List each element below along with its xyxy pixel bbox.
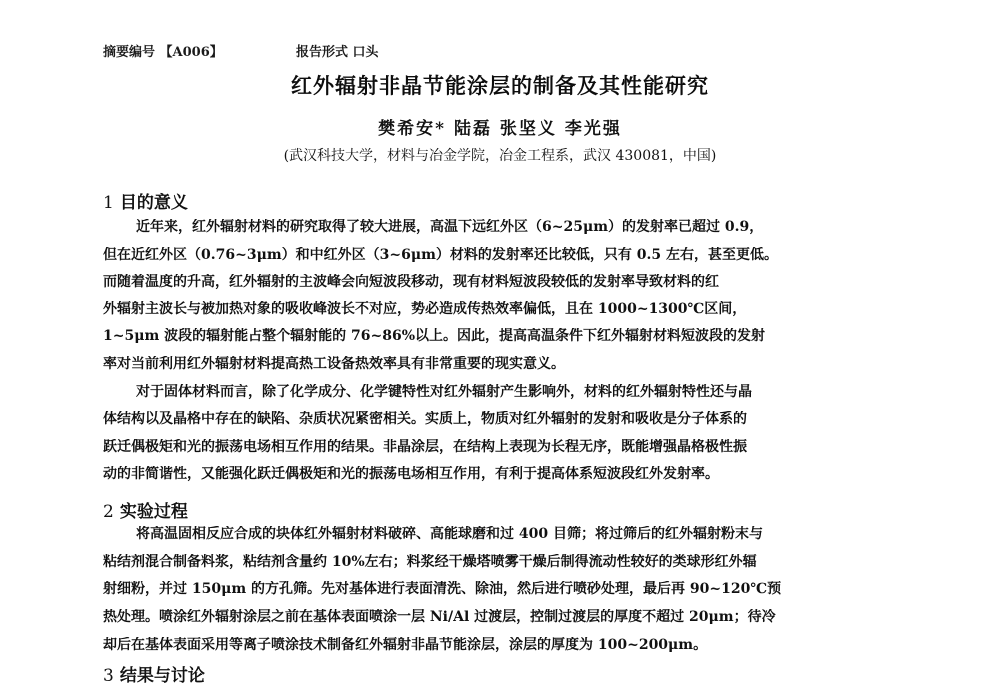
text-line: 跃迁偶极矩和光的振荡电场相互作用的结果。非晶涂层，在结构上表现为长程无序，既能增强晶格极性振: [103, 439, 747, 455]
text-line: 热处理。喷涂红外辐射涂层之前在基体表面喷涂一层 Ni/Al 过渡层，控制过渡层的厚度不超过 20μm；待冷: [103, 609, 776, 625]
text-line: 近年来，红外辐射材料的研究取得了较大进展，高温下远红外区（6~25μm）的发射率已超过 0.9，: [136, 219, 764, 235]
text-line: 对于固体材料而言，除了化学成分、化学键特性对红外辐射产生影响外，材料的红外辐射特性还与晶: [136, 384, 752, 400]
affiliation: (武汉科技大学，材料与冶金学院，冶金工程系，武汉 430081，中国): [283, 148, 717, 164]
section-title: 实验过程: [119, 502, 188, 522]
section-number: 3: [103, 666, 114, 686]
section-number: 2: [103, 502, 114, 522]
section-title: 结果与讨论: [119, 666, 205, 686]
text-line: 将高温固相反应合成的块体红外辐射材料破碎、高能球磨和过 400 目筛；将过筛后的红外辐射粉末与: [136, 526, 763, 542]
section-number: 1: [103, 193, 114, 213]
section-heading: [103, 188, 188, 213]
text-line: 但在近红外区（0.76~3μm）和中红外区（3~6μm）材料的发射率还比较低，只有 0.5 左右，甚至更低。: [103, 247, 779, 263]
text-line: 粘结剂混合制备料浆，粘结剂含量约 10%左右；料浆经干燥塔喷雾干燥后制得流动性较好的类球形红外辐: [103, 554, 757, 570]
text-line: 外辐射主波长与被加热对象的吸收峰波长不对应，势必造成传热效率偏低，且在 1000~1300℃区间，: [103, 301, 747, 317]
text-line: 却后在基体表面采用等离子喷涂技术制备红外辐射非晶节能涂层，涂层的厚度为 100~200μm。: [103, 637, 708, 653]
paper-title: 红外辐射非晶节能涂层的制备及其性能研究: [291, 74, 709, 98]
report-form: 报告形式 口头: [296, 45, 379, 60]
text-line: 射细粉，并过 150μm 的方孔筛。先对基体进行表面清洗、除油，然后进行喷砂处理，最后再 90~120℃预: [103, 581, 782, 597]
text-line: 1~5μm 波段的辐射能占整个辐射能的 76~86%以上。因此，提高高温条件下红外辐射材料短波段的发射: [103, 328, 766, 344]
text-line: 动的非简谐性，又能强化跃迁偶极矩和光的振荡电场相互作用，有利于提高体系短波段红外发射率。: [103, 466, 719, 482]
text-line: 而随着温度的升高，红外辐射的主波峰会向短波段移动，现有材料短波段较低的发射率导致材料的红: [103, 274, 719, 290]
authors: 樊希安* 陆磊 张坚义 李光强: [378, 119, 622, 139]
text-line: 体结构以及晶格中存在的缺陷、杂质状况紧密相关。实质上，物质对红外辐射的发射和吸收是分子体系的: [103, 411, 747, 427]
text-line: 率对当前利用红外辐射材料提高热工设备热效率具有非常重要的现实意义。: [103, 356, 565, 372]
section-heading: [103, 497, 188, 522]
section-heading: [103, 661, 205, 686]
abstract-number: 摘要编号 【A006】: [103, 45, 223, 60]
section-title: 目的意义: [119, 193, 188, 213]
